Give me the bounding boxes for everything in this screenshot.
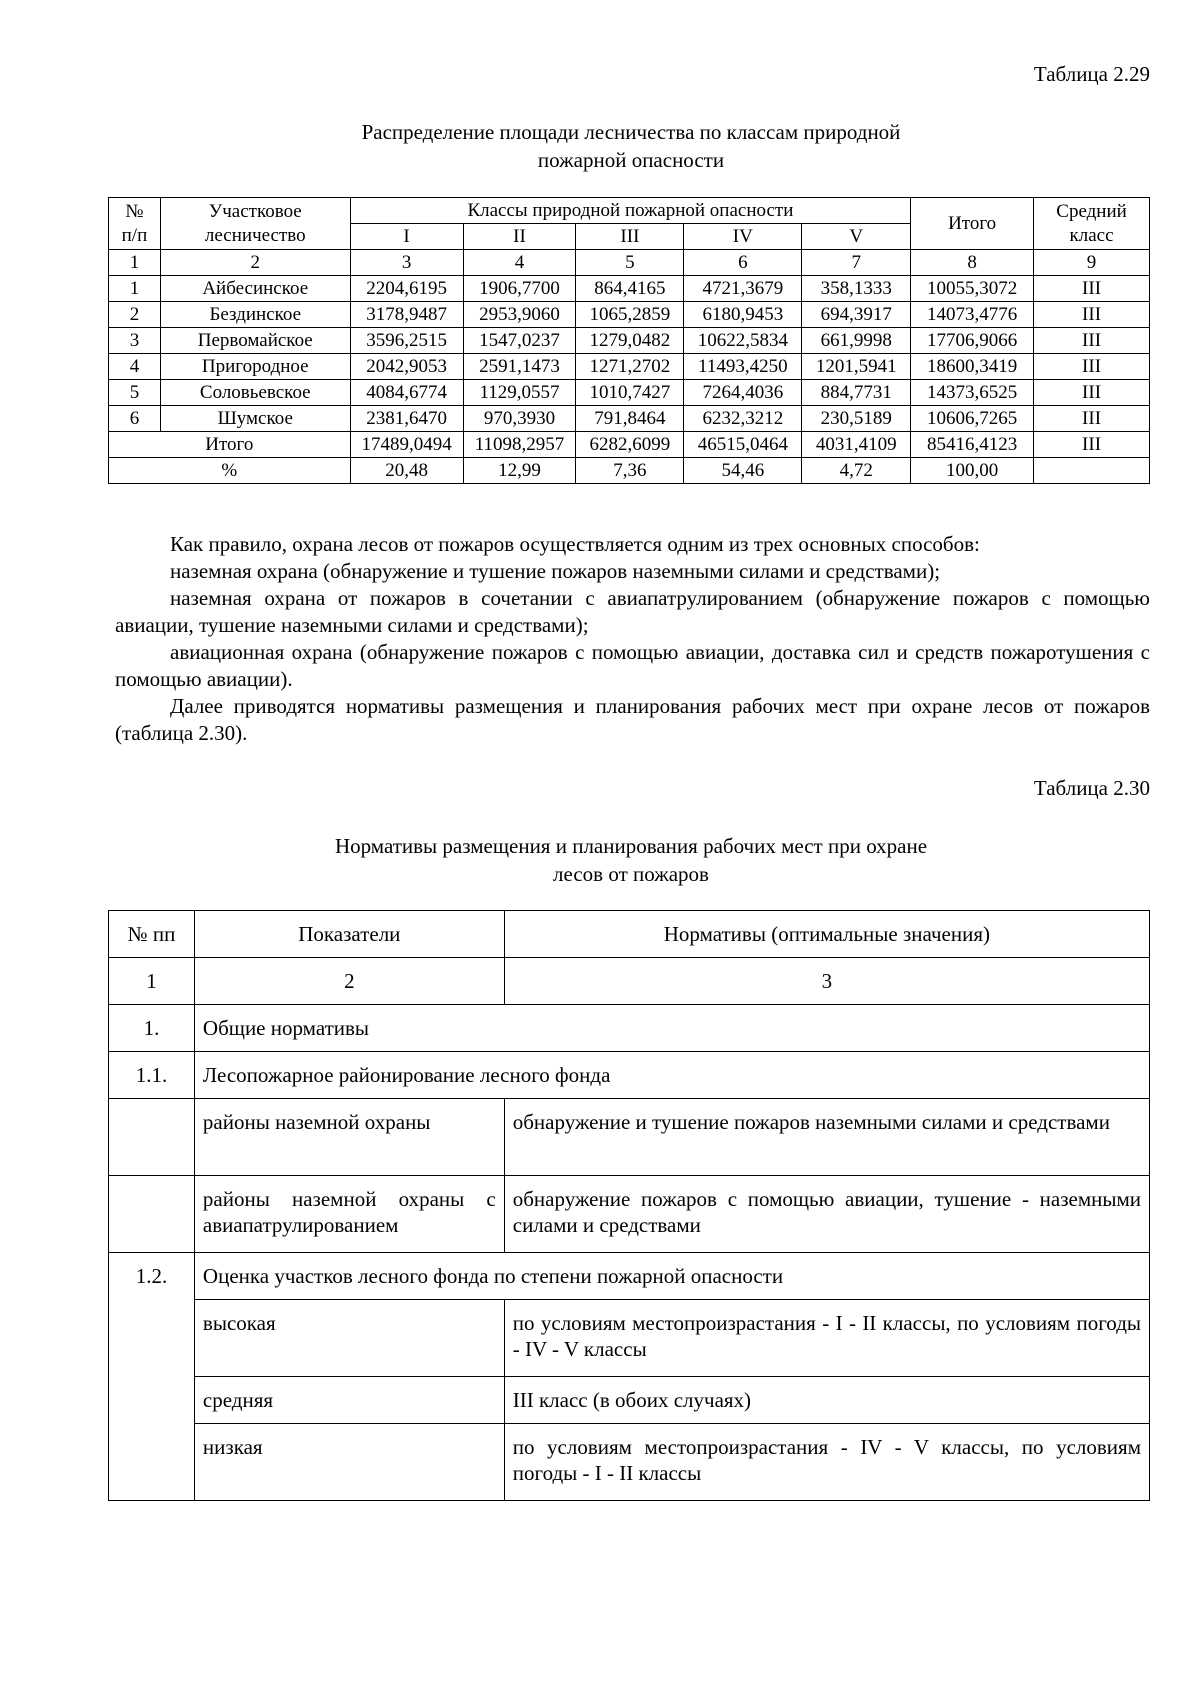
percent-value — [1034, 458, 1150, 484]
norm-cell: по условиям местопроизрастания - IV - V классы, по условиям погоды - I - II классы — [504, 1424, 1149, 1501]
value-cell: 230,5189 — [802, 406, 911, 432]
table-row — [109, 1424, 1150, 1501]
forestry-name: Пригородное — [160, 354, 350, 380]
percent-label: % — [109, 458, 351, 484]
paragraph: Как правило, охрана лесов от пожаров осуществляется одним из трех основных способов: — [170, 532, 980, 556]
table-2-30-label: Таблица 2.30 — [1033, 776, 1150, 800]
value-cell: 14073,4776 — [911, 302, 1034, 328]
col-number: 6 — [684, 250, 802, 276]
norm-cell: обнаружение и тушение пожаров наземными силами и средствами — [504, 1099, 1149, 1176]
table-row — [109, 302, 1150, 328]
table-2-29-title-line1: Распределение площади лесничества по классам природной — [361, 120, 901, 144]
value-cell: 10606,7265 — [911, 406, 1034, 432]
class-name: II — [463, 224, 576, 250]
value-cell: 694,3917 — [802, 302, 911, 328]
total-value: III — [1034, 432, 1150, 458]
header-indicators: Показатели — [194, 911, 504, 958]
workplace-norms-table — [108, 910, 1150, 1501]
table-row — [109, 380, 1150, 406]
table-2-29-title — [0, 118, 1200, 174]
header-num: № пп — [109, 911, 195, 958]
section-title: Лесопожарное районирование лесного фонда — [194, 1052, 1149, 1099]
value-cell: III — [1034, 328, 1150, 354]
section-row — [109, 1005, 1150, 1052]
percent-value: 20,48 — [350, 458, 463, 484]
forestry-name: Айбесинское — [160, 276, 350, 302]
table-row — [109, 276, 1150, 302]
indicator-cell: районы наземной охраны — [194, 1099, 504, 1176]
class-name: III — [576, 224, 684, 250]
row-num: 4 — [109, 354, 161, 380]
empty-cell — [109, 1176, 195, 1253]
value-cell: 4721,3679 — [684, 276, 802, 302]
value-cell: III — [1034, 354, 1150, 380]
value-cell: 6232,3212 — [684, 406, 802, 432]
header-avg-class — [1034, 198, 1150, 250]
col-number: 7 — [802, 250, 911, 276]
section-num: 1. — [109, 1005, 195, 1052]
col-number: 1 — [109, 250, 161, 276]
section-num: 1.1. — [109, 1052, 195, 1099]
col-number: 3 — [350, 250, 463, 276]
row-num: 5 — [109, 380, 161, 406]
value-cell: 358,1333 — [802, 276, 911, 302]
header-classes: Классы природной пожарной опасности — [350, 198, 911, 224]
col-number: 4 — [463, 250, 576, 276]
header-avg-line2: класс — [1069, 224, 1114, 246]
norm-cell: обнаружение пожаров с помощью авиации, тушение - наземными силами и средствами — [504, 1176, 1149, 1253]
col-number: 8 — [911, 250, 1034, 276]
forestry-name: Соловьевское — [160, 380, 350, 406]
header-avg-line1: Средний — [1056, 200, 1127, 222]
table-row — [109, 328, 1150, 354]
header-num-line2: п/п — [121, 224, 148, 246]
table-2-30-title-line1: Нормативы размещения и планирования рабочих мест при охране — [334, 834, 928, 858]
section-row — [109, 1253, 1150, 1300]
section-num: 1.2. — [109, 1253, 195, 1501]
value-cell: 864,4165 — [576, 276, 684, 302]
value-cell: III — [1034, 276, 1150, 302]
value-cell: 6180,9453 — [684, 302, 802, 328]
paragraph: наземная охрана (обнаружение и тушение пожаров наземными силами и средствами); — [170, 559, 941, 583]
value-cell: 791,8464 — [576, 406, 684, 432]
col-number: 2 — [194, 958, 504, 1005]
row-num: 6 — [109, 406, 161, 432]
value-cell: 1201,5941 — [802, 354, 911, 380]
class-name: IV — [684, 224, 802, 250]
table-row — [109, 1099, 1150, 1176]
column-numbers-row — [109, 250, 1150, 276]
column-numbers-row — [109, 958, 1150, 1005]
header-forestry-line1: Участковое — [208, 200, 302, 222]
col-number: 2 — [160, 250, 350, 276]
value-cell: 14373,6525 — [911, 380, 1034, 406]
class-name: V — [802, 224, 911, 250]
value-cell: 2204,6195 — [350, 276, 463, 302]
forestry-name: Первомайское — [160, 328, 350, 354]
value-cell: 884,7731 — [802, 380, 911, 406]
value-cell: 10055,3072 — [911, 276, 1034, 302]
section-title: Оценка участков лесного фонда по степени пожарной опасности — [194, 1253, 1149, 1300]
percent-value: 4,72 — [802, 458, 911, 484]
total-value: 4031,4109 — [802, 432, 911, 458]
header-num — [109, 198, 161, 250]
total-row — [109, 432, 1150, 458]
header-total: Итого — [911, 198, 1034, 250]
value-cell: 10622,5834 — [684, 328, 802, 354]
paragraph: наземная охрана от пожаров в сочетании с авиапатрулированием (обнаружение пожаров с помощью авиации, тушение наземными силами и средствами); — [115, 586, 1150, 637]
value-cell: 970,3930 — [463, 406, 576, 432]
value-cell: III — [1034, 302, 1150, 328]
header-norms: Нормативы (оптимальные значения) — [504, 911, 1149, 958]
forestry-name: Шумское — [160, 406, 350, 432]
value-cell: 2381,6470 — [350, 406, 463, 432]
norm-cell: по условиям местопроизрастания - I - II классы, по условиям погоды - IV - V классы — [504, 1300, 1149, 1377]
percent-row — [109, 458, 1150, 484]
total-value: 11098,2957 — [463, 432, 576, 458]
class-name: I — [350, 224, 463, 250]
value-cell: 2042,9053 — [350, 354, 463, 380]
row-num: 2 — [109, 302, 161, 328]
value-cell: 4084,6774 — [350, 380, 463, 406]
value-cell: III — [1034, 380, 1150, 406]
percent-value: 7,36 — [576, 458, 684, 484]
table-2-29-title-line2: пожарной опасности — [537, 148, 725, 172]
indicator-cell: средняя — [194, 1377, 504, 1424]
row-num: 1 — [109, 276, 161, 302]
value-cell: 1065,2859 — [576, 302, 684, 328]
col-number: 1 — [109, 958, 195, 1005]
value-cell: 17706,9066 — [911, 328, 1034, 354]
fire-danger-distribution-table — [108, 197, 1150, 484]
col-number: 5 — [576, 250, 684, 276]
value-cell: 3178,9487 — [350, 302, 463, 328]
section-row — [109, 1052, 1150, 1099]
indicator-cell: высокая — [194, 1300, 504, 1377]
total-value: 6282,6099 — [576, 432, 684, 458]
table-2-30-title — [0, 832, 1200, 888]
table-row — [109, 406, 1150, 432]
value-cell: 1129,0557 — [463, 380, 576, 406]
col-number: 9 — [1034, 250, 1150, 276]
percent-value: 54,46 — [684, 458, 802, 484]
table-row — [109, 1300, 1150, 1377]
total-value: 17489,0494 — [350, 432, 463, 458]
value-cell: 1279,0482 — [576, 328, 684, 354]
header-forestry — [160, 198, 350, 250]
table-row — [109, 1377, 1150, 1424]
paragraph: авиационная охрана (обнаружение пожаров с помощью авиации, доставка сил и средств пожаротушения с помощью авиации). — [115, 640, 1150, 691]
table-2-29-label: Таблица 2.29 — [1033, 62, 1150, 86]
indicator-cell: низкая — [194, 1424, 504, 1501]
percent-value: 100,00 — [911, 458, 1034, 484]
table-row — [109, 354, 1150, 380]
value-cell: 1547,0237 — [463, 328, 576, 354]
paragraph: Далее приводятся нормативы размещения и планирования рабочих мест при охране лесов от пожаров (таблица 2.30). — [115, 694, 1150, 745]
value-cell: 3596,2515 — [350, 328, 463, 354]
table-row — [109, 1176, 1150, 1253]
value-cell: III — [1034, 406, 1150, 432]
value-cell: 2953,9060 — [463, 302, 576, 328]
header-num-line1: № — [125, 200, 144, 222]
value-cell: 2591,1473 — [463, 354, 576, 380]
row-num: 3 — [109, 328, 161, 354]
section-title: Общие нормативы — [194, 1005, 1149, 1052]
body-text — [115, 531, 1150, 747]
value-cell: 1906,7700 — [463, 276, 576, 302]
total-value: 85416,4123 — [911, 432, 1034, 458]
header-row — [109, 911, 1150, 958]
indicator-cell: районы наземной охраны с авиапатрулированием — [194, 1176, 504, 1253]
total-value: 46515,0464 — [684, 432, 802, 458]
forestry-name: Бездинское — [160, 302, 350, 328]
value-cell: 1271,2702 — [576, 354, 684, 380]
total-label: Итого — [109, 432, 351, 458]
norm-cell: III класс (в обоих случаях) — [504, 1377, 1149, 1424]
value-cell: 661,9998 — [802, 328, 911, 354]
value-cell: 18600,3419 — [911, 354, 1034, 380]
percent-value: 12,99 — [463, 458, 576, 484]
value-cell: 11493,4250 — [684, 354, 802, 380]
table-2-30-title-line2: лесов от пожаров — [553, 862, 709, 886]
value-cell: 7264,4036 — [684, 380, 802, 406]
col-number: 3 — [504, 958, 1149, 1005]
header-row — [109, 198, 1150, 224]
empty-cell — [109, 1099, 195, 1176]
value-cell: 1010,7427 — [576, 380, 684, 406]
header-forestry-line2: лесничество — [204, 224, 306, 246]
